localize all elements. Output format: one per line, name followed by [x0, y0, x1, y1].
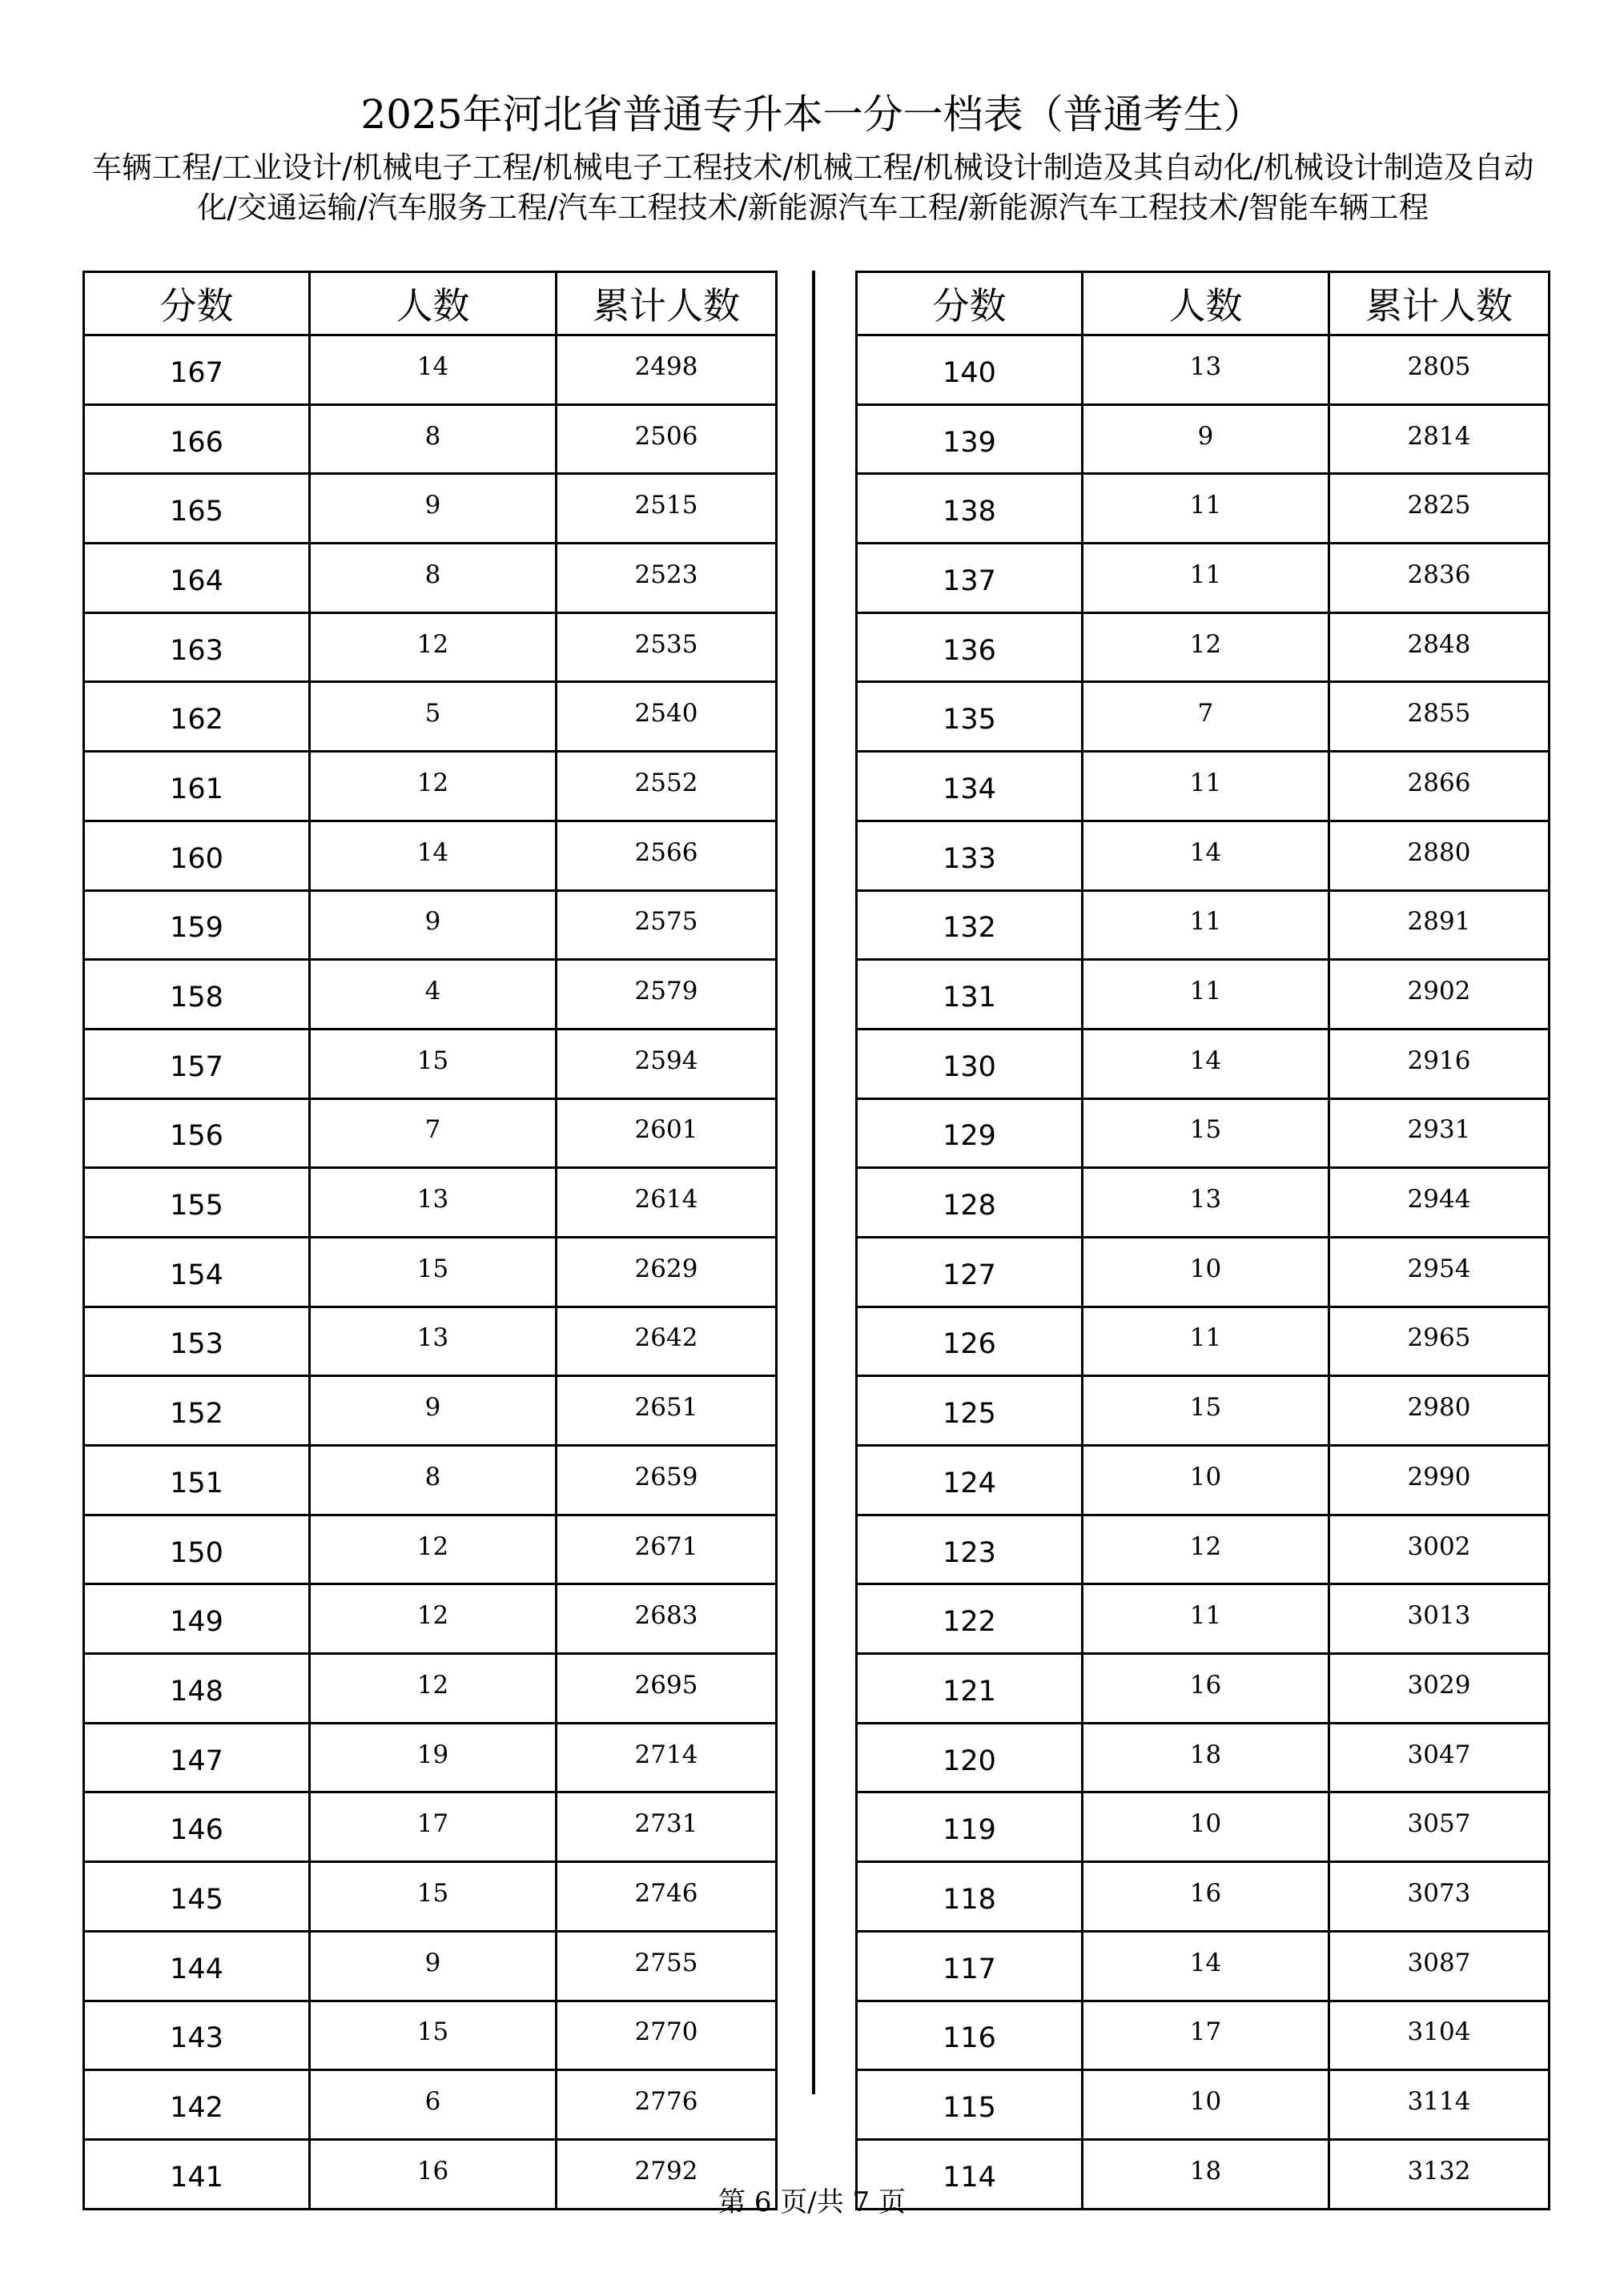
table-row [857, 474, 1550, 544]
cumulative-cell: 2683 [557, 1584, 777, 1654]
score-cell: 161 [84, 752, 310, 821]
score-cell: 163 [84, 612, 310, 682]
table-row [857, 1307, 1550, 1376]
count-cell: 9 [1083, 404, 1329, 474]
column-header-cumulative: 累计人数 [1329, 272, 1550, 335]
table-row [857, 404, 1550, 474]
table-row [84, 2001, 777, 2070]
count-cell: 12 [310, 1584, 557, 1654]
score-cell: 154 [84, 1237, 310, 1307]
table-row [857, 752, 1550, 821]
cumulative-cell: 2515 [557, 474, 777, 544]
cumulative-cell: 2805 [1329, 335, 1550, 405]
column-header-count: 人数 [1083, 272, 1329, 335]
cumulative-cell: 2855 [1329, 682, 1550, 752]
major-list-subtitle: 车辆工程/工业设计/机械电子工程/机械电子工程技术/机械工程/机械设计制造及其自动化/机械设计制造及自动化/交通运输/汽车服务工程/汽车工程技术/新能源汽车工程/新能源汽车工程技术/智能车辆工程 [91, 150, 1534, 225]
score-cell: 146 [84, 1792, 310, 1862]
cumulative-cell: 3114 [1329, 2070, 1550, 2140]
score-cell: 122 [857, 1584, 1083, 1654]
cumulative-cell: 3057 [1329, 1792, 1550, 1862]
table-row [84, 1515, 777, 1584]
score-cell: 124 [857, 1446, 1083, 1515]
score-cell: 167 [84, 335, 310, 405]
cumulative-cell: 2916 [1329, 1029, 1550, 1098]
cumulative-cell: 3087 [1329, 1931, 1550, 2001]
table-row [857, 1029, 1550, 1098]
column-header-score: 分数 [84, 272, 310, 335]
count-cell: 10 [1083, 1237, 1329, 1307]
table-row [84, 821, 777, 890]
score-table-right-body [857, 335, 1550, 2210]
score-cell: 116 [857, 2001, 1083, 2070]
table-row [857, 1931, 1550, 2001]
score-cell: 152 [84, 1376, 310, 1446]
count-cell: 16 [1083, 1862, 1329, 1932]
table-row [84, 1862, 777, 1932]
score-table-right [855, 271, 1550, 2210]
count-cell: 14 [310, 335, 557, 405]
score-cell: 159 [84, 890, 310, 960]
count-cell: 9 [310, 890, 557, 960]
table-row [84, 1584, 777, 1654]
cumulative-cell: 2891 [1329, 890, 1550, 960]
cumulative-cell: 2848 [1329, 612, 1550, 682]
count-cell: 8 [310, 404, 557, 474]
score-cell: 127 [857, 1237, 1083, 1307]
page-title: 2025年河北省普通专升本一分一档表（普通考生） [360, 91, 1264, 138]
cumulative-cell: 2731 [557, 1792, 777, 1862]
cumulative-cell: 3047 [1329, 1723, 1550, 1792]
count-cell: 12 [310, 1515, 557, 1584]
cumulative-cell: 2506 [557, 404, 777, 474]
score-cell: 118 [857, 1862, 1083, 1932]
table-row [84, 1307, 777, 1376]
count-cell: 9 [310, 474, 557, 544]
score-cell: 129 [857, 1098, 1083, 1168]
cumulative-cell: 2954 [1329, 1237, 1550, 1307]
column-header-score: 分数 [857, 272, 1083, 335]
cumulative-cell: 2642 [557, 1307, 777, 1376]
score-cell: 121 [857, 1654, 1083, 1724]
cumulative-cell: 2965 [1329, 1307, 1550, 1376]
count-cell: 15 [1083, 1098, 1329, 1168]
count-cell: 11 [1083, 890, 1329, 960]
cumulative-cell: 2792 [557, 2139, 777, 2209]
score-cell: 162 [84, 682, 310, 752]
page-number-footer: 第 6 页/共 7 页 [718, 2186, 906, 2218]
count-cell: 13 [310, 1307, 557, 1376]
count-cell: 14 [1083, 821, 1329, 890]
cumulative-cell: 2651 [557, 1376, 777, 1446]
table-row [857, 1862, 1550, 1932]
count-cell: 12 [310, 612, 557, 682]
table-row [857, 1168, 1550, 1238]
score-cell: 135 [857, 682, 1083, 752]
score-cell: 157 [84, 1029, 310, 1098]
score-cell: 119 [857, 1792, 1083, 1862]
cumulative-cell: 3002 [1329, 1515, 1550, 1584]
table-header-row [84, 272, 777, 335]
cumulative-cell: 2836 [1329, 544, 1550, 613]
count-cell: 18 [1083, 2139, 1329, 2209]
table-row [857, 960, 1550, 1030]
score-cell: 151 [84, 1446, 310, 1515]
table-row [84, 474, 777, 544]
table-row [84, 1098, 777, 1168]
count-cell: 14 [1083, 1931, 1329, 2001]
score-cell: 165 [84, 474, 310, 544]
table-row [857, 544, 1550, 613]
cumulative-cell: 2552 [557, 752, 777, 821]
count-cell: 15 [310, 1862, 557, 1932]
cumulative-cell: 2629 [557, 1237, 777, 1307]
cumulative-cell: 2866 [1329, 752, 1550, 821]
count-cell: 7 [1083, 682, 1329, 752]
cumulative-cell: 3073 [1329, 1862, 1550, 1932]
table-row [857, 2070, 1550, 2140]
count-cell: 13 [1083, 1168, 1329, 1238]
table-row [857, 821, 1550, 890]
score-table-left-body [84, 335, 777, 2210]
count-cell: 10 [1083, 1446, 1329, 1515]
table-row [857, 682, 1550, 752]
table-row [84, 960, 777, 1030]
table-row [84, 682, 777, 752]
cumulative-cell: 2540 [557, 682, 777, 752]
cumulative-cell: 2579 [557, 960, 777, 1030]
cumulative-cell: 3013 [1329, 1584, 1550, 1654]
score-cell: 153 [84, 1307, 310, 1376]
count-cell: 18 [1083, 1723, 1329, 1792]
score-cell: 156 [84, 1098, 310, 1168]
count-cell: 12 [1083, 1515, 1329, 1584]
table-header-row [857, 272, 1550, 335]
count-cell: 15 [310, 1237, 557, 1307]
table-row [84, 335, 777, 405]
score-cell: 130 [857, 1029, 1083, 1098]
count-cell: 8 [310, 1446, 557, 1515]
column-header-count: 人数 [310, 272, 557, 335]
table-row [857, 1237, 1550, 1307]
cumulative-cell: 2695 [557, 1654, 777, 1724]
count-cell: 10 [1083, 1792, 1329, 1862]
score-cell: 131 [857, 960, 1083, 1030]
count-cell: 19 [310, 1723, 557, 1792]
table-row [857, 1584, 1550, 1654]
score-cell: 150 [84, 1515, 310, 1584]
score-cell: 141 [84, 2139, 310, 2209]
table-row [84, 1792, 777, 1862]
table-row [84, 1376, 777, 1446]
count-cell: 16 [1083, 1654, 1329, 1724]
table-row [857, 1376, 1550, 1446]
score-cell: 147 [84, 1723, 310, 1792]
score-cell: 117 [857, 1931, 1083, 2001]
count-cell: 11 [1083, 752, 1329, 821]
count-cell: 6 [310, 2070, 557, 2140]
table-row [84, 1237, 777, 1307]
count-cell: 9 [310, 1931, 557, 2001]
table-row [857, 612, 1550, 682]
table-row [857, 1515, 1550, 1584]
count-cell: 11 [1083, 1307, 1329, 1376]
cumulative-cell: 2566 [557, 821, 777, 890]
count-cell: 12 [1083, 612, 1329, 682]
cumulative-cell: 2659 [557, 1446, 777, 1515]
cumulative-cell: 2535 [557, 612, 777, 682]
cumulative-cell: 2902 [1329, 960, 1550, 1030]
score-cell: 164 [84, 544, 310, 613]
count-cell: 11 [1083, 474, 1329, 544]
cumulative-cell: 3132 [1329, 2139, 1550, 2209]
cumulative-cell: 2594 [557, 1029, 777, 1098]
cumulative-cell: 2755 [557, 1931, 777, 2001]
score-cell: 126 [857, 1307, 1083, 1376]
score-cell: 160 [84, 821, 310, 890]
table-row [84, 1654, 777, 1724]
cumulative-cell: 2523 [557, 544, 777, 613]
cumulative-cell: 2614 [557, 1168, 777, 1238]
count-cell: 12 [310, 752, 557, 821]
count-cell: 7 [310, 1098, 557, 1168]
count-cell: 10 [1083, 2070, 1329, 2140]
score-cell: 158 [84, 960, 310, 1030]
table-row [84, 544, 777, 613]
cumulative-cell: 2776 [557, 2070, 777, 2140]
score-cell: 148 [84, 1654, 310, 1724]
count-cell: 14 [1083, 1029, 1329, 1098]
count-cell: 13 [310, 1168, 557, 1238]
cumulative-cell: 2825 [1329, 474, 1550, 544]
score-cell: 137 [857, 544, 1083, 613]
count-cell: 12 [310, 1654, 557, 1724]
score-cell: 140 [857, 335, 1083, 405]
count-cell: 8 [310, 544, 557, 613]
cumulative-cell: 2980 [1329, 1376, 1550, 1446]
column-header-cumulative: 累计人数 [557, 272, 777, 335]
table-row [84, 1029, 777, 1098]
cumulative-cell: 2575 [557, 890, 777, 960]
cumulative-cell: 3029 [1329, 1654, 1550, 1724]
count-cell: 5 [310, 682, 557, 752]
count-cell: 16 [310, 2139, 557, 2209]
score-cell: 136 [857, 612, 1083, 682]
cumulative-cell: 2770 [557, 2001, 777, 2070]
count-cell: 11 [1083, 960, 1329, 1030]
count-cell: 17 [1083, 2001, 1329, 2070]
table-row [84, 1168, 777, 1238]
count-cell: 15 [1083, 1376, 1329, 1446]
cumulative-cell: 2931 [1329, 1098, 1550, 1168]
score-cell: 144 [84, 1931, 310, 2001]
count-cell: 15 [310, 1029, 557, 1098]
cumulative-cell: 2944 [1329, 1168, 1550, 1238]
table-row [857, 335, 1550, 405]
cumulative-cell: 2746 [557, 1862, 777, 1932]
table-row [857, 1792, 1550, 1862]
table-row [84, 1446, 777, 1515]
score-cell: 138 [857, 474, 1083, 544]
count-cell: 4 [310, 960, 557, 1030]
score-cell: 139 [857, 404, 1083, 474]
table-row [857, 1098, 1550, 1168]
cumulative-cell: 2714 [557, 1723, 777, 1792]
score-cell: 115 [857, 2070, 1083, 2140]
table-row [84, 752, 777, 821]
table-row [84, 1723, 777, 1792]
score-cell: 120 [857, 1723, 1083, 1792]
count-cell: 11 [1083, 1584, 1329, 1654]
score-cell: 145 [84, 1862, 310, 1932]
score-cell: 132 [857, 890, 1083, 960]
score-cell: 143 [84, 2001, 310, 2070]
count-cell: 13 [1083, 335, 1329, 405]
table-row [857, 2001, 1550, 2070]
score-cell: 128 [857, 1168, 1083, 1238]
cumulative-cell: 2671 [557, 1515, 777, 1584]
center-divider [812, 271, 815, 2094]
count-cell: 14 [310, 821, 557, 890]
score-cell: 155 [84, 1168, 310, 1238]
table-row [84, 890, 777, 960]
cumulative-cell: 2990 [1329, 1446, 1550, 1515]
score-cell: 149 [84, 1584, 310, 1654]
table-row [857, 1654, 1550, 1724]
score-cell: 134 [857, 752, 1083, 821]
cumulative-cell: 2880 [1329, 821, 1550, 890]
table-row [857, 890, 1550, 960]
table-row [84, 1931, 777, 2001]
table-row [84, 404, 777, 474]
score-cell: 123 [857, 1515, 1083, 1584]
table-row [857, 1723, 1550, 1792]
table-row [84, 612, 777, 682]
cumulative-cell: 3104 [1329, 2001, 1550, 2070]
cumulative-cell: 2601 [557, 1098, 777, 1168]
score-cell: 166 [84, 404, 310, 474]
table-row [84, 2070, 777, 2140]
score-table-left [82, 271, 778, 2210]
count-cell: 11 [1083, 544, 1329, 613]
count-cell: 17 [310, 1792, 557, 1862]
cumulative-cell: 2498 [557, 335, 777, 405]
score-cell: 133 [857, 821, 1083, 890]
score-cell: 125 [857, 1376, 1083, 1446]
score-cell: 142 [84, 2070, 310, 2140]
count-cell: 15 [310, 2001, 557, 2070]
cumulative-cell: 2814 [1329, 404, 1550, 474]
count-cell: 9 [310, 1376, 557, 1446]
table-row [857, 1446, 1550, 1515]
score-cell: 114 [857, 2139, 1083, 2209]
